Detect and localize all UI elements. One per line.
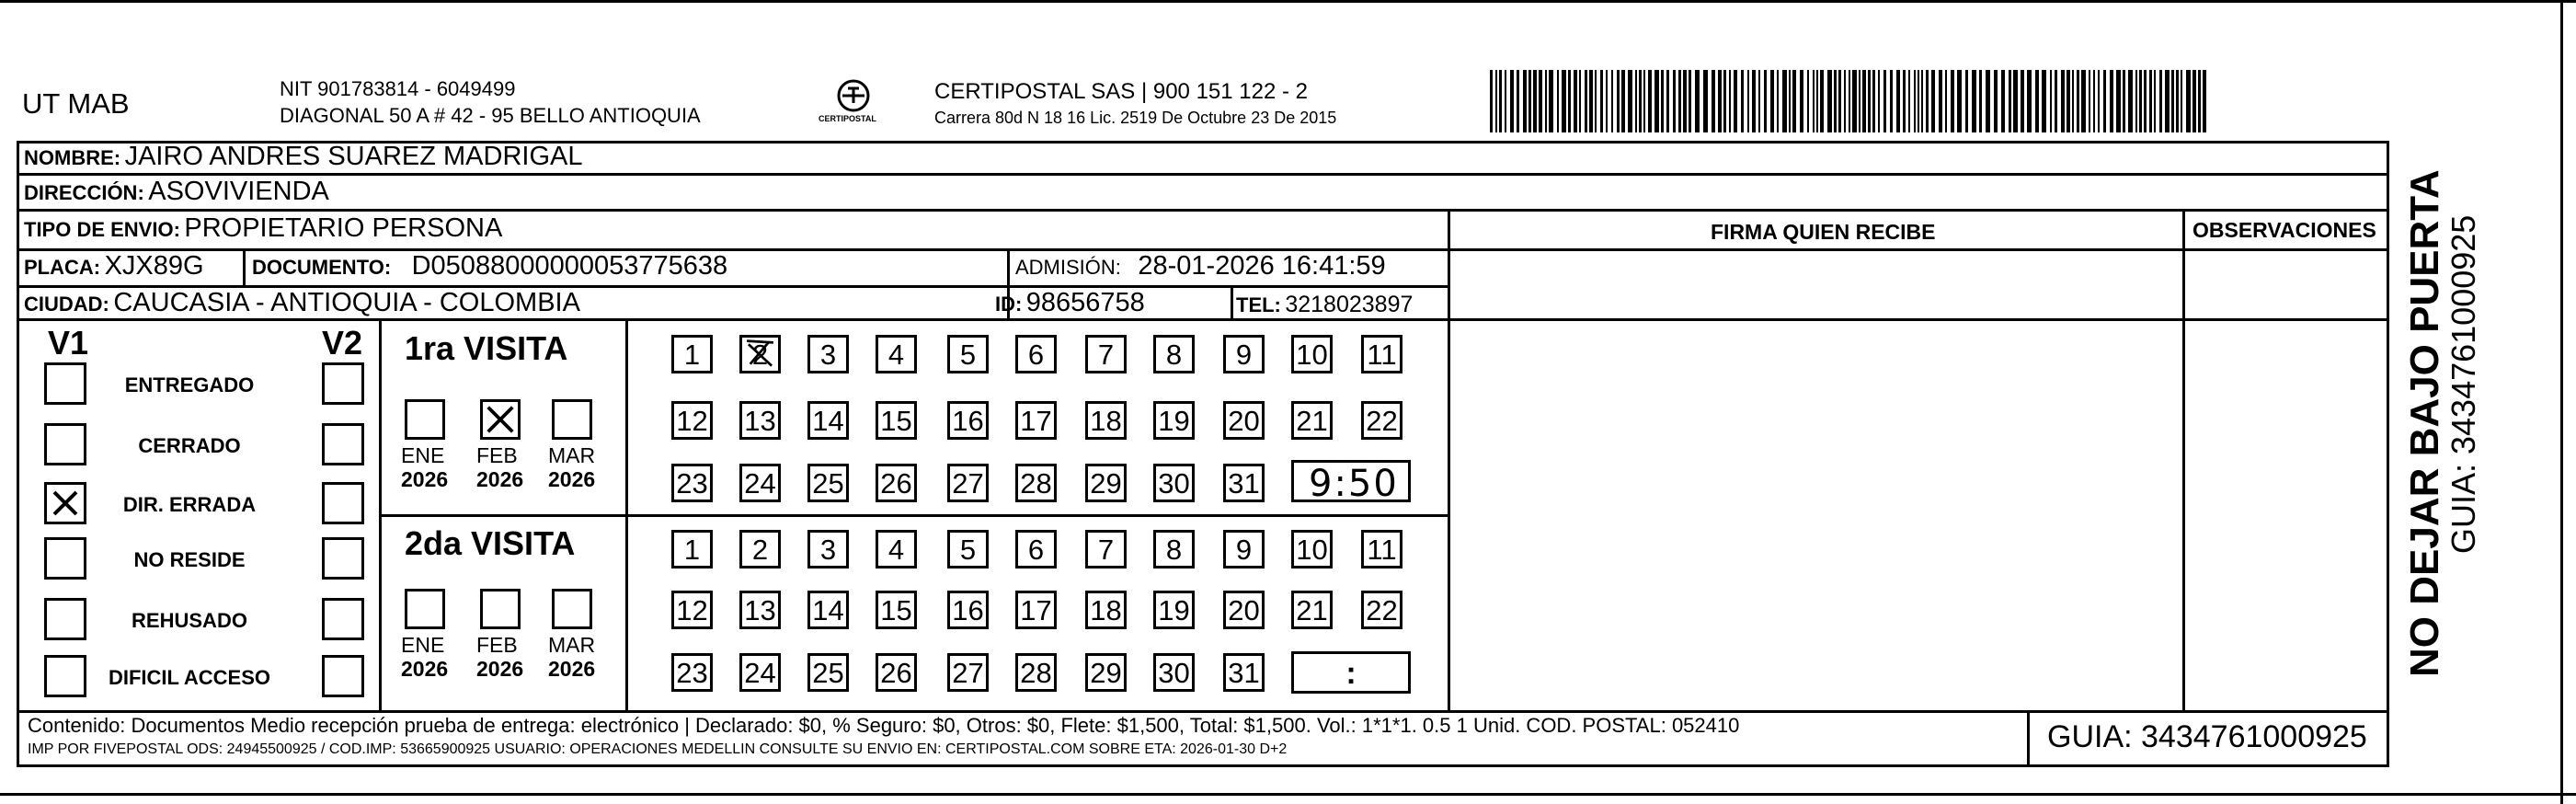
visit1-day-6[interactable] xyxy=(1015,335,1057,373)
visit1-day-label: 16 xyxy=(952,405,984,437)
barcode xyxy=(1490,70,2207,132)
v2-checkbox-4[interactable] xyxy=(322,598,364,640)
direccion-field xyxy=(24,177,329,207)
v2-checkbox-1[interactable] xyxy=(322,423,364,465)
visit2-month-checkbox-0[interactable] xyxy=(405,589,445,629)
visit1-day-2[interactable] xyxy=(739,335,781,373)
visit1-day-label: 2 xyxy=(751,339,769,371)
visit1-day-14[interactable] xyxy=(807,401,849,440)
visit2-day-label: 12 xyxy=(676,594,708,626)
visit2-day-label: 16 xyxy=(952,594,984,626)
id-field xyxy=(995,288,1145,318)
visit2-day-label: 8 xyxy=(1165,534,1183,566)
visit1-title: 1ra VISITA xyxy=(405,329,568,367)
status-label-1: CERRADO xyxy=(138,434,241,457)
visit2-day-label: 2 xyxy=(751,534,769,566)
visit1-day-17[interactable] xyxy=(1015,401,1057,440)
visit2-day-label: 26 xyxy=(880,657,912,689)
visit2-day-label: 10 xyxy=(1296,534,1328,566)
visit2-day-13[interactable] xyxy=(739,591,781,629)
v2-checkbox-5[interactable] xyxy=(322,655,364,697)
observaciones-header: OBSERVACIONES xyxy=(2192,218,2376,242)
visit1-day-label: 23 xyxy=(676,467,708,500)
visit1-day-21[interactable] xyxy=(1291,401,1333,440)
visit2-day-12[interactable] xyxy=(671,591,713,629)
visit2-day-21[interactable] xyxy=(1291,591,1333,629)
visit1-month-checkbox-0[interactable] xyxy=(405,399,445,440)
visit1-day-26[interactable] xyxy=(876,464,917,502)
visit1-day-19[interactable] xyxy=(1153,401,1195,440)
visit1-year-label-1: 2026 xyxy=(476,467,524,491)
ciudad-value: CAUCASIA - ANTIOQUIA - COLOMBIA xyxy=(113,288,580,317)
visit1-day-label: 12 xyxy=(676,405,708,437)
visit1-day-15[interactable] xyxy=(876,401,917,440)
visit2-day-label: 24 xyxy=(744,657,776,689)
visit2-day-26[interactable] xyxy=(876,653,917,692)
visit1-day-12[interactable] xyxy=(671,401,713,440)
placa-label: PLACA: xyxy=(24,256,101,279)
nombre-field xyxy=(24,142,583,172)
visit2-day-22[interactable] xyxy=(1361,591,1402,629)
firma-header: FIRMA QUIEN RECIBE xyxy=(1711,220,1936,244)
placa-field xyxy=(24,251,204,281)
visit1-day-30[interactable] xyxy=(1153,464,1195,502)
visit2-time-box[interactable] xyxy=(1291,651,1411,694)
visit1-day-label: 1 xyxy=(683,339,701,371)
visit1-day-1[interactable] xyxy=(671,335,713,373)
visit2-day-9[interactable] xyxy=(1223,530,1265,569)
visit2-day-label: 23 xyxy=(676,657,708,689)
visit2-month-checkbox-2[interactable] xyxy=(552,589,592,629)
visit2-day-5[interactable] xyxy=(947,530,989,569)
visit1-day-13[interactable] xyxy=(739,401,781,440)
visit2-day-7[interactable] xyxy=(1085,530,1127,569)
visit1-day-label: 6 xyxy=(1027,339,1045,371)
admision-field xyxy=(1015,251,1386,281)
visit2-title: 2da VISITA xyxy=(405,524,576,562)
visit1-day-label: 8 xyxy=(1165,339,1183,371)
visit1-day-label: 25 xyxy=(812,467,844,500)
visit1-day-label: 19 xyxy=(1158,405,1190,437)
visit2-day-25[interactable] xyxy=(807,653,849,692)
visit2-day-8[interactable] xyxy=(1153,530,1195,569)
visit2-day-label: 13 xyxy=(744,594,776,626)
right-border xyxy=(2560,0,2563,804)
v2-checkbox-0[interactable] xyxy=(322,362,364,405)
visit1-day-label: 18 xyxy=(1090,405,1122,437)
visit1-day-11[interactable] xyxy=(1361,335,1402,373)
visit1-month-label-2: MAR xyxy=(548,443,596,467)
company-address: DIAGONAL 50 A # 42 - 95 BELLO ANTIOQUIA xyxy=(280,104,701,127)
visit2-day-16[interactable] xyxy=(947,591,989,629)
visit1-month-checkbox-1[interactable] xyxy=(480,399,521,440)
visit1-day-label: 3 xyxy=(819,339,837,371)
documento-field xyxy=(252,251,727,281)
visit2-day-1[interactable] xyxy=(671,530,713,569)
status-label-4: REHUSADO xyxy=(132,609,247,632)
visit2-day-14[interactable] xyxy=(807,591,849,629)
direccion-label: DIRECCIÓN: xyxy=(24,181,144,204)
visit2-day-label: 4 xyxy=(887,534,905,566)
visit1-day-20[interactable] xyxy=(1223,401,1265,440)
visit1-day-label: 21 xyxy=(1296,405,1328,437)
nombre-value: JAIRO ANDRES SUAREZ MADRIGAL xyxy=(124,142,583,171)
visit2-day-31[interactable] xyxy=(1223,653,1265,692)
visit2-day-label: 27 xyxy=(952,657,984,689)
visit2-day-label: 15 xyxy=(880,594,912,626)
visit1-day-10[interactable] xyxy=(1291,335,1333,373)
visit2-day-label: 7 xyxy=(1097,534,1115,566)
visit1-time-box[interactable] xyxy=(1291,460,1411,505)
tipo-value: PROPIETARIO PERSONA xyxy=(184,213,503,243)
tel-value: 3218023897 xyxy=(1285,292,1414,317)
top-border xyxy=(0,0,2576,3)
visit2-day-11[interactable] xyxy=(1361,530,1402,569)
admision-value: 28-01-2026 16:41:59 xyxy=(1138,251,1386,281)
visit1-day-4[interactable] xyxy=(876,335,917,373)
direccion-value: ASOVIVIENDA xyxy=(148,177,329,206)
visit2-time: : xyxy=(1345,656,1357,691)
visit1-day-label: 20 xyxy=(1228,405,1260,437)
visit2-day-4[interactable] xyxy=(876,530,917,569)
visit1-day-28[interactable] xyxy=(1015,464,1057,502)
visit2-day-label: 9 xyxy=(1235,534,1253,566)
footer-imp: IMP POR FIVEPOSTAL ODS: 24945500925 / COD.IMP: 53665900925 USUARIO: OPERACIONES MEDELLIN CONSULTE SU ENVIO EN: CERTIPOSTAL.COM SOBRE ETA: 2026-01-30 D+2 xyxy=(28,741,1288,757)
visit1-day-23[interactable] xyxy=(671,464,713,502)
visit1-year-label-2: 2026 xyxy=(548,467,596,491)
visit2-day-3[interactable] xyxy=(807,530,849,569)
id-label: ID: xyxy=(995,293,1023,316)
visit1-day-label: 15 xyxy=(880,405,912,437)
visit2-day-27[interactable] xyxy=(947,653,989,692)
visit1-day-label: 10 xyxy=(1296,339,1328,371)
visit2-day-28[interactable] xyxy=(1015,653,1057,692)
visit1-day-22[interactable] xyxy=(1361,401,1402,440)
visit1-day-9[interactable] xyxy=(1223,335,1265,373)
visit2-day-label: 22 xyxy=(1366,594,1398,626)
status-label-2: DIR. ERRADA xyxy=(122,493,257,516)
certipostal-logo xyxy=(815,75,892,129)
visit1-day-16[interactable] xyxy=(947,401,989,440)
nit: NIT 901783814 - 6049499 xyxy=(280,77,516,100)
visit2-day-label: 28 xyxy=(1020,657,1052,689)
company-name: UT MAB xyxy=(22,87,130,120)
visit2-day-label: 5 xyxy=(959,534,977,566)
visit1-day-label: 14 xyxy=(812,405,844,437)
visit2-day-label: 25 xyxy=(812,657,844,689)
visit1-day-24[interactable] xyxy=(739,464,781,502)
visit2-day-label: 31 xyxy=(1228,657,1260,689)
visit1-day-label: 11 xyxy=(1367,339,1397,371)
documento-label: DOCUMENTO: xyxy=(252,256,392,279)
visit2-day-label: 3 xyxy=(819,534,837,566)
visit1-day-25[interactable] xyxy=(807,464,849,502)
status-label-0: ENTREGADO xyxy=(124,373,255,396)
visit2-month-label-2: MAR xyxy=(548,633,596,657)
visit2-day-6[interactable] xyxy=(1015,530,1057,569)
visit1-month-label-1: FEB xyxy=(476,443,518,467)
visit1-day-label: 9 xyxy=(1235,339,1253,371)
visit1-day-label: 29 xyxy=(1090,467,1122,500)
visit1-day-29[interactable] xyxy=(1085,464,1127,502)
visit1-day-label: 30 xyxy=(1158,467,1190,500)
ciudad-field xyxy=(24,288,580,318)
visit1-day-label: 17 xyxy=(1020,405,1052,437)
visit1-day-label: 22 xyxy=(1366,405,1398,437)
visit2-day-label: 19 xyxy=(1158,594,1190,626)
visit2-day-10[interactable] xyxy=(1291,530,1333,569)
visit1-day-label: 7 xyxy=(1097,339,1115,371)
visit2-day-29[interactable] xyxy=(1085,653,1127,692)
visit2-year-label-1: 2026 xyxy=(476,657,524,681)
documento-value: D05088000000053775638 xyxy=(411,251,728,281)
visit2-day-label: 18 xyxy=(1090,594,1122,626)
visit1-day-8[interactable] xyxy=(1153,335,1195,373)
visit2-month-checkbox-1[interactable] xyxy=(480,589,521,629)
carrier-license: Carrera 80d N 18 16 Lic. 2519 De Octubre 23 De 2015 xyxy=(934,109,1337,127)
visit1-day-label: 28 xyxy=(1020,467,1052,500)
visit2-day-label: 6 xyxy=(1027,534,1045,566)
visit1-day-label: 13 xyxy=(744,405,776,437)
visit1-day-18[interactable] xyxy=(1085,401,1127,440)
carrier-name: CERTIPOSTAL SAS | 900 151 122 - 2 xyxy=(934,79,1308,104)
visit2-day-label: 11 xyxy=(1367,534,1397,566)
visit1-day-label: 24 xyxy=(744,467,776,500)
tipo-label: TIPO DE ENVIO: xyxy=(24,218,180,241)
visit2-day-label: 21 xyxy=(1296,594,1328,626)
visit2-day-label: 30 xyxy=(1158,657,1190,689)
footer-contenido: Contenido: Documentos Medio recepción prueba de entrega: electrónico | Declarado: $0, % Seguro: $0, Otros: $0, Flete: $1,500, Total: $1,500. Vol.: 1*1*1. 0.5 1 Unid. COD. POSTAL: 052410 xyxy=(28,714,1740,737)
visit2-year-label-0: 2026 xyxy=(401,657,449,681)
visit1-day-label: 26 xyxy=(880,467,912,500)
visit1-day-7[interactable] xyxy=(1085,335,1127,373)
side-warning: NO DEJAR BAJO PUERTA xyxy=(2402,169,2447,677)
bottom-border xyxy=(0,793,2576,796)
visit1-day-label: 27 xyxy=(952,467,984,500)
visit1-time: 9:50 xyxy=(1309,463,1399,505)
v2-label: V2 xyxy=(322,324,363,362)
nombre-label: NOMBRE: xyxy=(24,146,121,169)
tel-field xyxy=(1236,292,1413,318)
v2-checkbox-2[interactable] xyxy=(322,482,364,524)
visit2-day-label: 17 xyxy=(1020,594,1052,626)
status-label-3: NO RESIDE xyxy=(133,548,246,571)
visit2-day-19[interactable] xyxy=(1153,591,1195,629)
visit1-day-label: 31 xyxy=(1228,467,1260,500)
visit1-day-31[interactable] xyxy=(1223,464,1265,502)
visit2-day-label: 29 xyxy=(1090,657,1122,689)
visit2-day-18[interactable] xyxy=(1085,591,1127,629)
visit1-day-5[interactable] xyxy=(947,335,989,373)
visit2-day-label: 1 xyxy=(683,534,701,566)
visit1-year-label-0: 2026 xyxy=(401,467,449,491)
visit2-day-15[interactable] xyxy=(876,591,917,629)
visit2-day-2[interactable] xyxy=(739,530,781,569)
v1-label: V1 xyxy=(48,324,89,362)
footer-guia: GUIA: 3434761000925 xyxy=(2047,719,2367,754)
visit2-day-label: 14 xyxy=(812,594,844,626)
visit1-day-27[interactable] xyxy=(947,464,989,502)
visit1-month-label-0: ENE xyxy=(401,443,445,467)
visit2-month-label-1: FEB xyxy=(476,633,518,657)
visit2-day-20[interactable] xyxy=(1223,591,1265,629)
visit2-day-30[interactable] xyxy=(1153,653,1195,692)
visit2-day-24[interactable] xyxy=(739,653,781,692)
visit2-day-label: 20 xyxy=(1228,594,1260,626)
visit1-day-label: 4 xyxy=(887,339,905,371)
visit2-day-17[interactable] xyxy=(1015,591,1057,629)
tipo-field xyxy=(24,213,502,244)
admision-label: ADMISIÓN: xyxy=(1015,256,1121,279)
id-value: 98656758 xyxy=(1025,288,1145,317)
visit1-day-3[interactable] xyxy=(807,335,849,373)
ciudad-label: CIUDAD: xyxy=(24,293,109,316)
logo-text: CERTIPOSTAL xyxy=(819,114,876,123)
visit2-month-label-0: ENE xyxy=(401,633,445,657)
side-guia: GUIA: 3434761000925 xyxy=(2444,214,2482,554)
visit2-day-23[interactable] xyxy=(671,653,713,692)
visit2-year-label-2: 2026 xyxy=(548,657,596,681)
tel-label: TEL: xyxy=(1236,293,1281,316)
placa-value: XJX89G xyxy=(104,251,204,281)
status-label-5: DIFICIL ACCESO xyxy=(108,666,270,689)
v2-checkbox-3[interactable] xyxy=(322,537,364,580)
visit1-month-checkbox-2[interactable] xyxy=(552,399,592,440)
visit1-day-label: 5 xyxy=(959,339,977,371)
